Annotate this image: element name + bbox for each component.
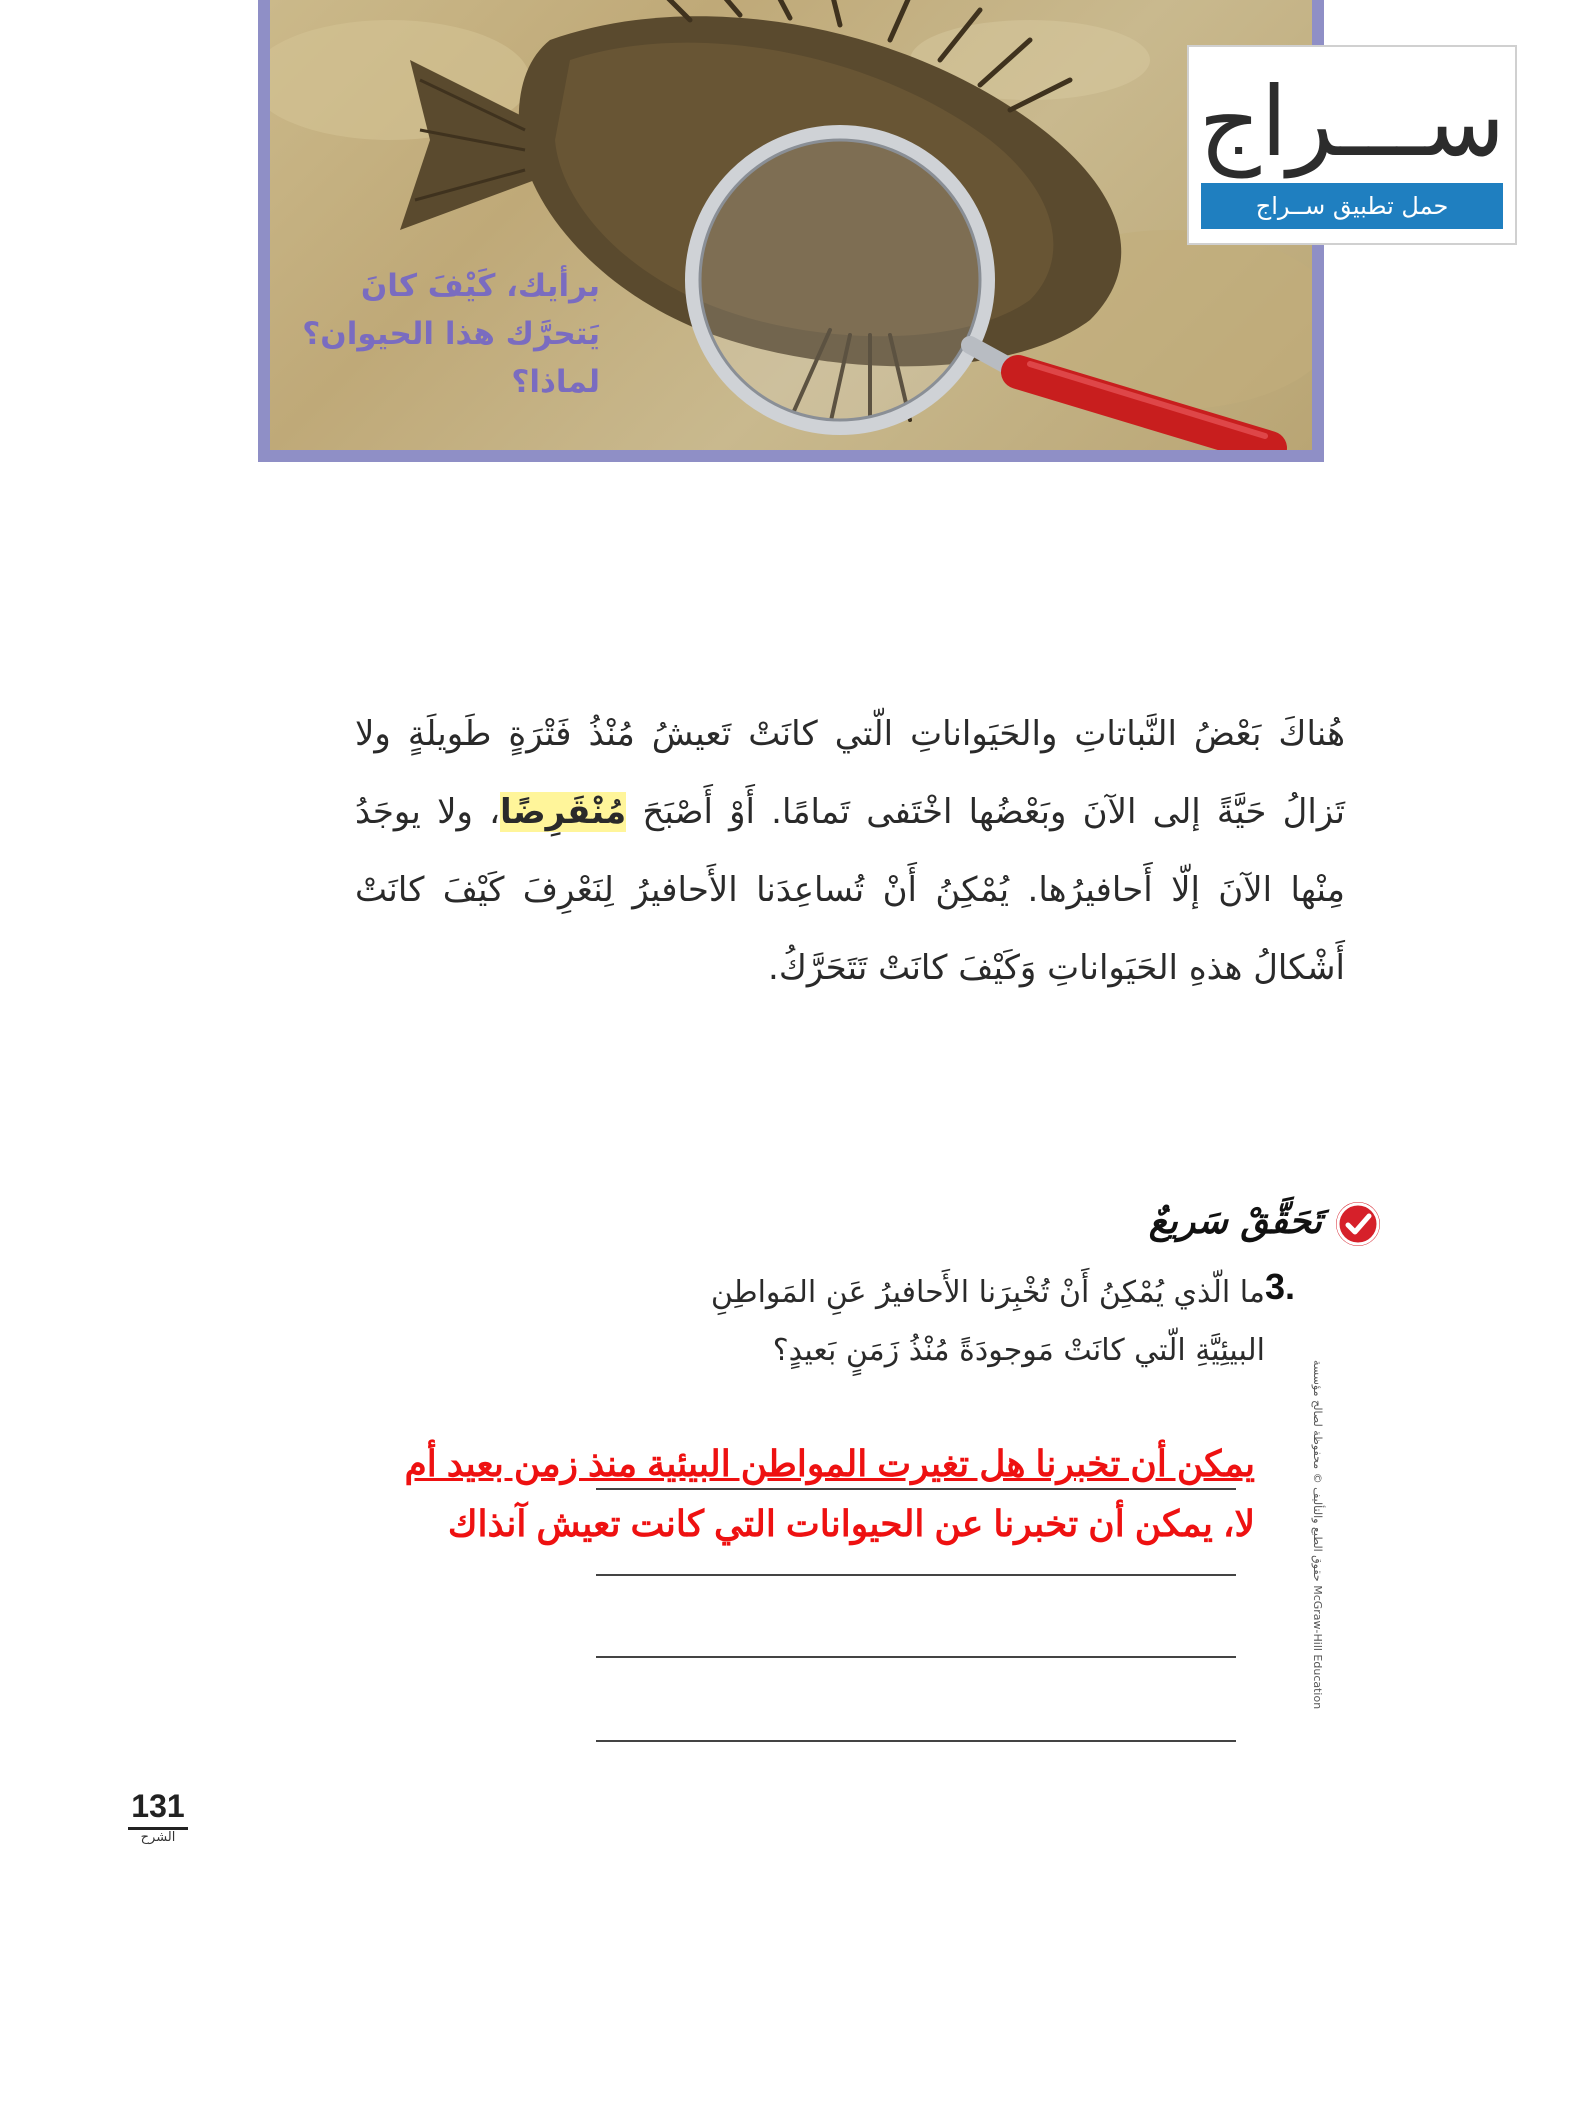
page-number: 131 (128, 1788, 188, 1830)
paragraph-part-1: هُناكَ بَعْضُ النَّباتاتِ والحَيَواناتِ الّتي كانَتْ تَعيشُ مُنْذُ فَتْرَةٍ طَويلَةٍ ولا تَزالُ حَيَّةً إلى الآنَ وبَعْضُها اخْتَفى تَمامًا. أَوْ أَصْبَحَ (355, 714, 1345, 832)
highlighted-term: مُنْقَرِضًا (500, 792, 627, 832)
question-number: 3. (1265, 1266, 1296, 1307)
answer-line-1: يمكن أن تخبرنا هل تغيرت المواطن البيئية منذ زمن بعيد أم (404, 1443, 1255, 1484)
paragraph-part-2: ، ولا يوجَدُ مِنْها الآنَ إلّا أَحافيرُها. يُمْكِنُ أَنْ تُساعِدَنا الأَحافيرُ لِنَعْرِفَ كَيْفَ كانَتْ أَشْكالُ هذهِ الحَيَواناتِ وَكَيْفَ كانَتْ تَتَحَرَّكُ. (355, 792, 1345, 988)
answer-line[interactable] (596, 1740, 1236, 1742)
copyright-text: حقوق الطبع والتأليف © محفوظة لصالح مؤسسة McGraw-Hill Education (1311, 1360, 1324, 1710)
quick-check-header (900, 1198, 1380, 1258)
logo-word: ســـراج (1198, 66, 1506, 178)
copyright-credit (1308, 1360, 1330, 1780)
fossil-photo (270, 0, 1312, 450)
page-section-label: الشرح (140, 1830, 176, 1845)
quick-check-title: تَحَقَّقْ سَريعٌ (1148, 1200, 1322, 1242)
answer-line-2: لا، يمكن أن تخبرنا عن الحيوانات التي كانت تعيش آنذاك (447, 1503, 1255, 1544)
question-text: ما الّذي يُمْكِنُ أَنْ تُخْبِرَنا الأَحافيرُ عَنِ المَواطِنِ البيئِيَّةِ الّتي كانَتْ مَوجودَةً مُنْذُ زَمَنٍ بَعيدٍ؟ (710, 1275, 1265, 1368)
fossil-photo-frame (258, 0, 1324, 462)
student-answer (170, 1434, 1255, 1554)
check-icon (1336, 1202, 1380, 1246)
photo-question: برأيك، كَيْفَ كانَ يَتحرَّك هذا الحيوان؟ لماذا؟ (302, 268, 600, 400)
logo-tagline: حمل تطبيق ســراج (1201, 183, 1503, 229)
answer-line[interactable] (596, 1656, 1236, 1658)
lesson-paragraph (355, 695, 1345, 1007)
answer-line[interactable] (596, 1574, 1236, 1576)
siraj-logo[interactable] (1187, 45, 1517, 245)
